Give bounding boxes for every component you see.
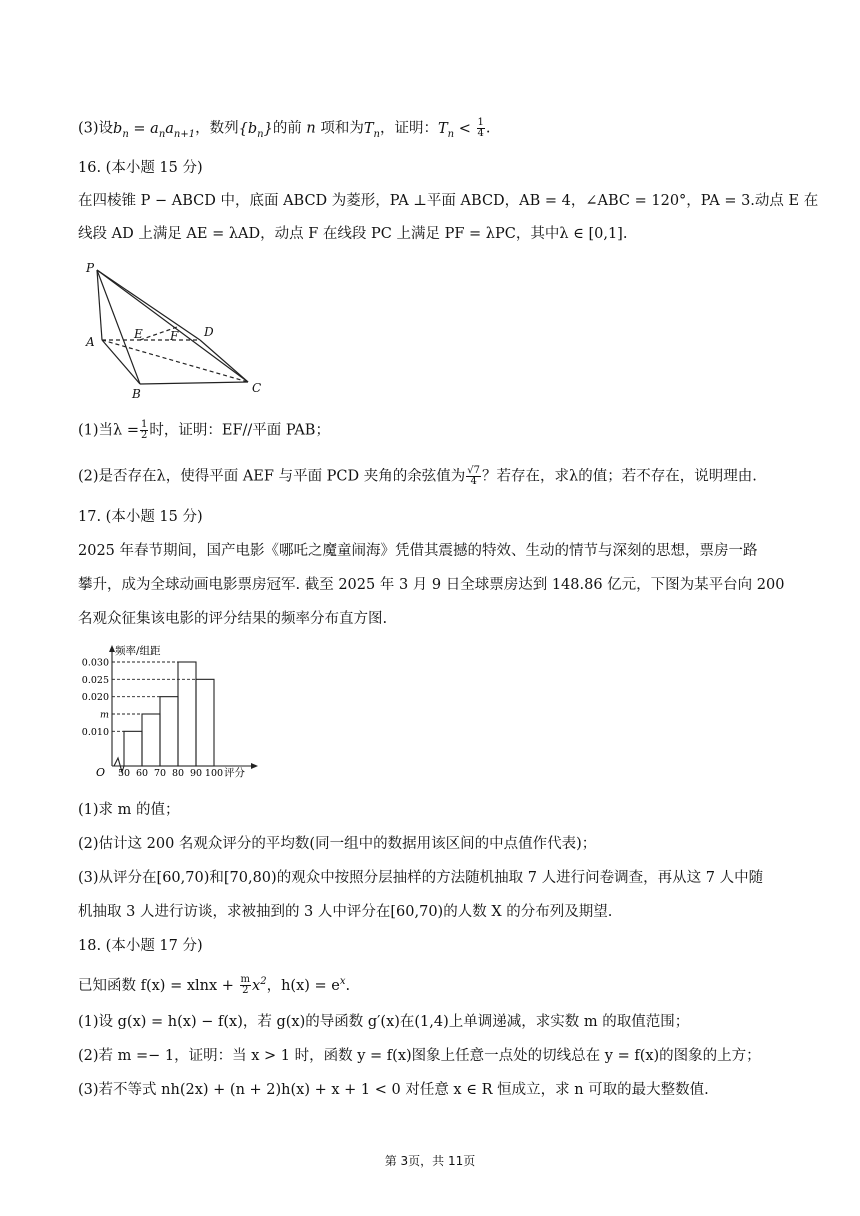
histogram-ytick-label: m [99,709,109,721]
q16-part2: (2)是否存在λ，使得平面 AEF 与平面 PCD 夹角的余弦值为 $\frac{√7}{4}$ ？若存在，求λ的值；若不存在，说明理由. [78,465,757,487]
q18-stem: 已知函数 f(x) = xlnx + $\frac{m}{2}$ $x^2$，$h(x) = e^x$. [78,974,351,997]
q18-header: 18. (本小题 17 分) [78,938,203,954]
histogram-ylabel: 频率/组距 [115,645,161,657]
q17-stem-line1: 2025 年春节期间，国产电影《哪吒之魔童闹海》凭借其震撼的特效、生动的情节与深刻的思想，票房一路 [78,543,758,559]
fraction-sqrt7-over-4: $\frac{√7}{4}$ [467,465,480,487]
q16-stem-line2: 线段 AD 上满足 AE = λAD，动点 F 在线段 PC 上满足 PF = λPC，其中λ ∈ [0,1]. [78,226,628,242]
histogram-ytick-label: 0.020 [81,692,109,704]
pyramid-figure [80,258,270,403]
histogram-origin: O [96,766,106,779]
histogram-xtick-label: 90 [189,768,203,779]
histogram-xtick-label: 50 [117,768,131,779]
histogram-bar [178,662,196,766]
histogram-ytick-label: 0.030 [81,657,109,669]
label-D: D [204,325,214,339]
histogram-bar [142,714,160,766]
q16-header: 16. (本小题 15 分) [78,160,203,176]
q17-stem-line2: 攀升，成为全球动画电影票房冠军. 截至 2025 年 3 月 9 日全球票房达到 148.86 亿元，下图为某平台向 200 [78,577,785,593]
histogram-bar [160,697,178,766]
q17-part2: (2)估计这 200 名观众评分的平均数(同一组中的数据用该区间的中点值作代表)； [78,836,597,852]
fraction-half: $\frac{1}{2}$ [141,419,148,441]
seq-bn: $\{b_n\}$ [238,120,273,140]
histogram-xlabel: 评分 [224,767,245,779]
histogram-xtick-label: 60 [135,768,149,779]
label-F: F [170,329,179,343]
q17-stem-line3: 名观众征集该电影的评分结果的频率分布直方图. [78,611,388,627]
q15-part3-text4: 项和为 [320,120,364,137]
q18-part1: (1)设 g(x) = h(x) − f(x)，若 g(x)的导函数 g′(x)在(1,4)上单调递减，求实数 m 的取值范围； [78,1014,690,1030]
q15-part3: (3)设$b_n = a_na_{n+1}$，数列$\{b_n\}$的前 n 项和为$T_n$，证明：$T_n$ < $\frac{1}{4}$ . [78,117,491,140]
q15-part3-text2: ，数列 [195,120,239,137]
q15-part3-text5: ，证明： [380,120,438,137]
histogram-bar [196,679,214,766]
q18-part3: (3)若不等式 nh(2x) + (n + 2)h(x) + x + 1 < 0 对任意 x ∈ R 恒成立，求 n 可取的最大整数值. [78,1082,709,1098]
frequency-histogram [78,642,268,782]
q17-part1: (1)求 m 的值； [78,802,180,818]
histogram-ytick-label: 0.025 [81,674,109,686]
q15-part3-prefix: (3)设 [78,120,114,137]
histogram-bar [124,731,142,766]
label-P: P [86,261,95,275]
page-footer: 第 3页，共 11页 [384,1154,476,1168]
q16-part1: (1)当λ = $\frac{1}{2}$ 时，证明：EF//平面 PAB； [78,419,330,441]
q15-part3-text3: 的前 [272,120,302,137]
q16-stem-line1: 在四棱锥 P − ABCD 中，底面 ABCD 为菱形，PA ⊥平面 ABCD，AB = 4，∠ABC = 120°，PA = 3.动点 E 在 [78,193,819,209]
label-C: C [252,381,262,395]
histogram-xtick-label: 80 [171,768,185,779]
histogram-xtick-label: 70 [153,768,167,779]
q17-header: 17. (本小题 15 分) [78,509,203,525]
label-A: A [86,335,95,349]
fraction-quarter: $\frac{1}{4}$ [477,117,484,139]
bn-def: $b_n = a_na_{n+1}$ [113,120,196,140]
q18-part2: (2)若 m =− 1，证明：当 x > 1 时，函数 y = f(x)图象上任意一点处的切线总在 y = f(x)的图象的上方； [78,1048,761,1064]
histogram-xtick-label: 100 [204,768,224,779]
fraction-m-over-2: $\frac{m}{2}$ [240,974,251,997]
q17-part3-line1: (3)从评分在[60,70)和[70,80)的观众中按照分层抽样的方法随机抽取 7 人进行问卷调查，再从这 7 人中随 [78,870,764,886]
histogram-ytick-label: 0.010 [81,726,109,738]
label-E: E [134,327,143,341]
q17-part3-line2: 机抽取 3 人进行访谈，求被抽到的 3 人中评分在[60,70)的人数 X 的分布列及期望. [78,904,613,920]
label-B: B [132,387,141,401]
